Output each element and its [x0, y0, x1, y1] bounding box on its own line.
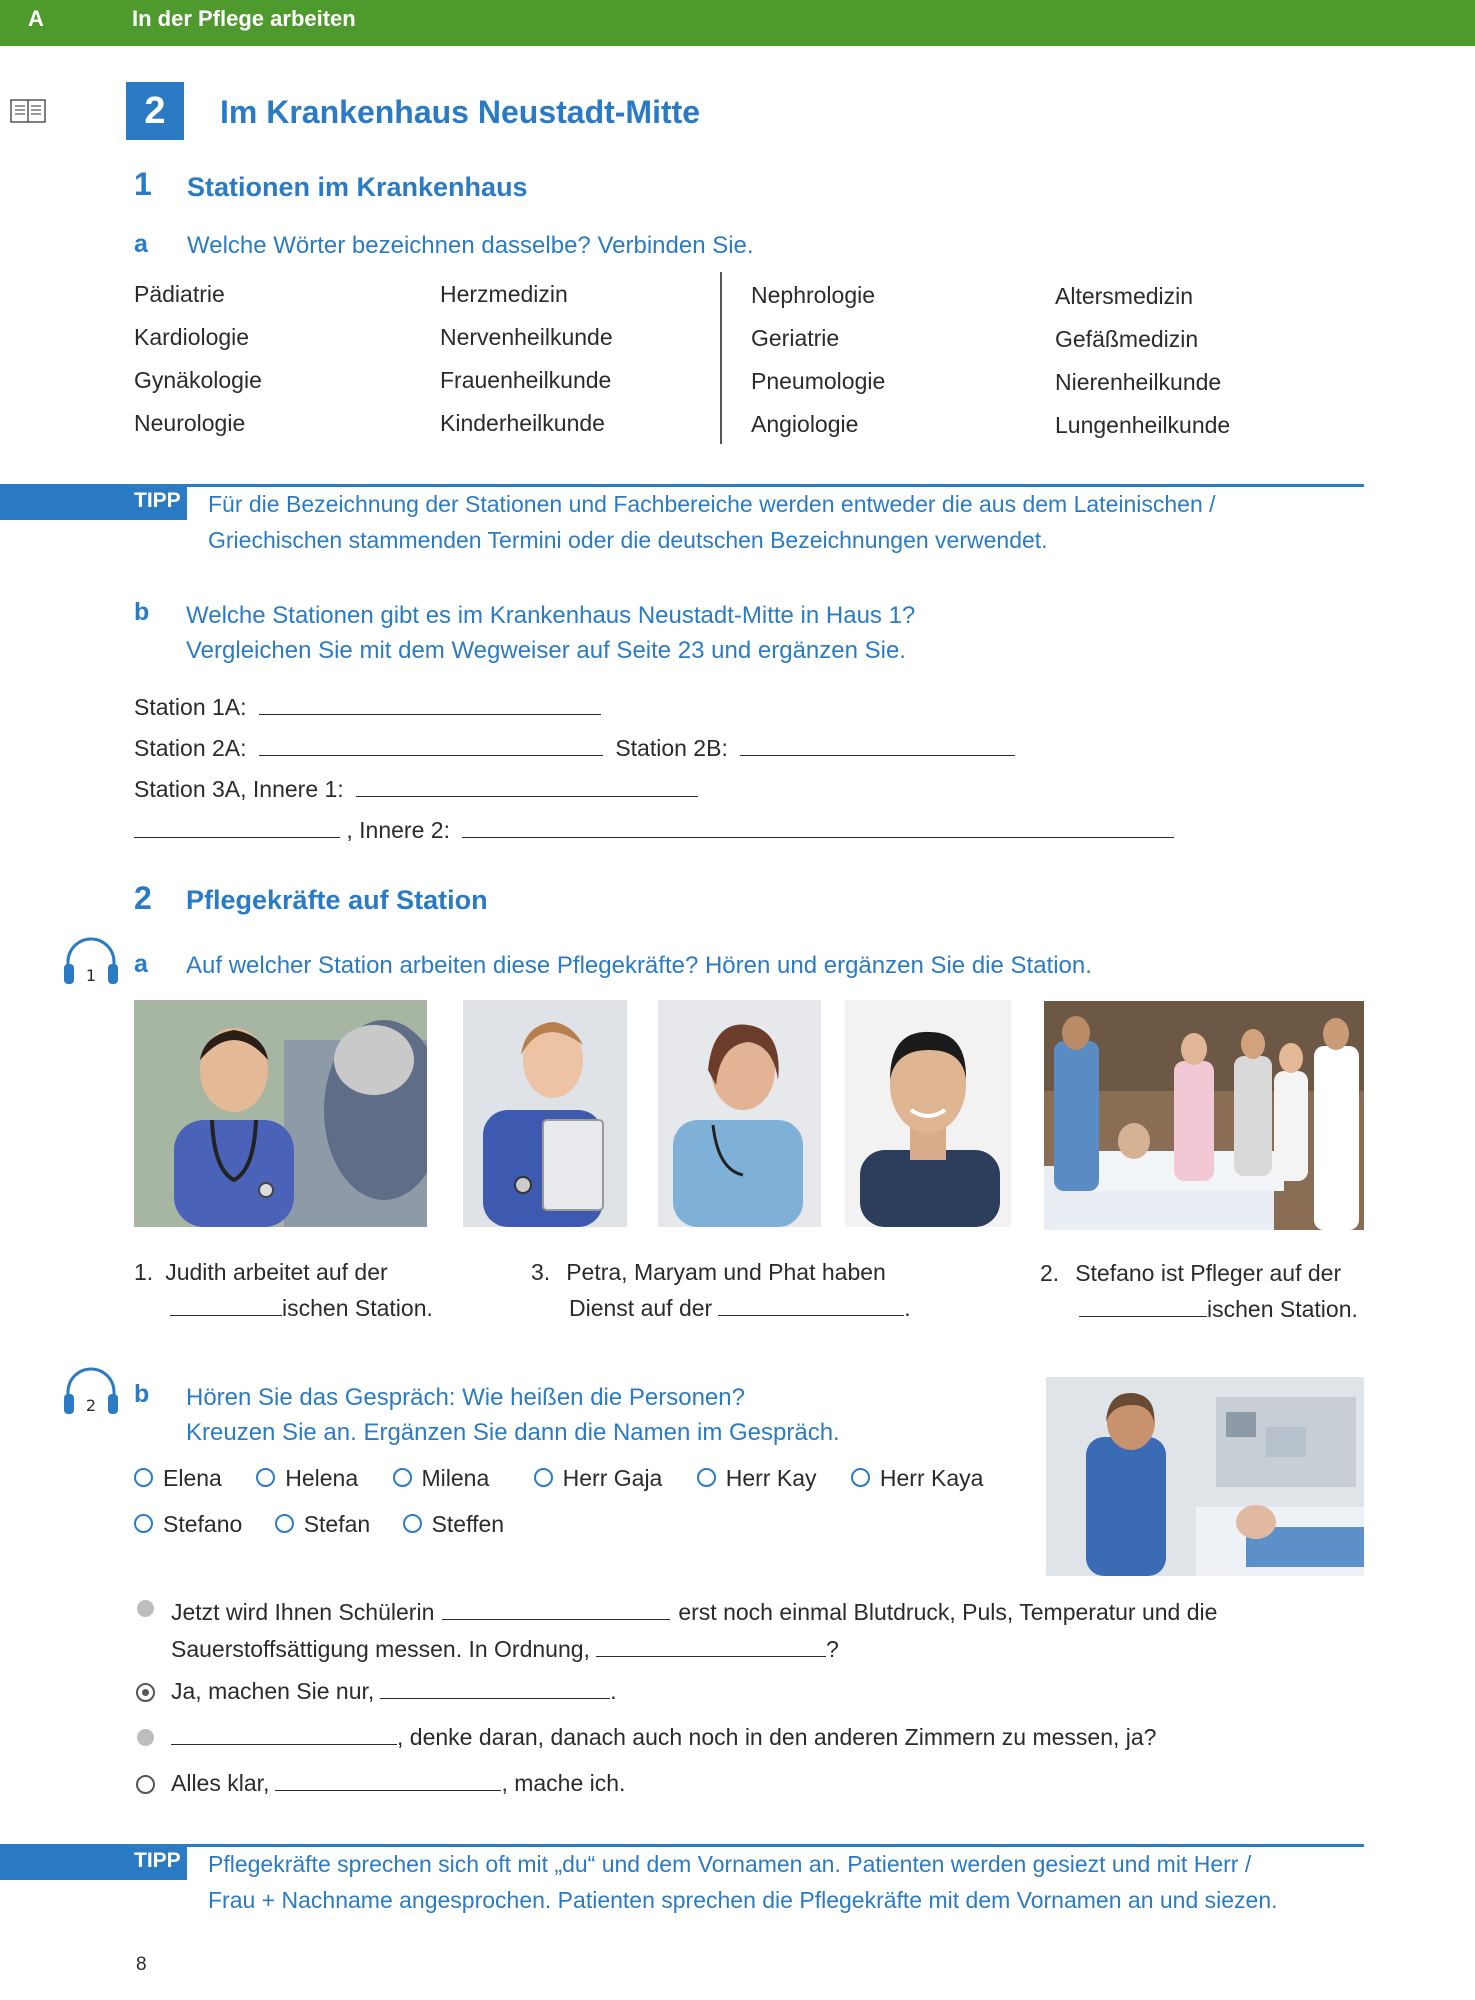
- dialogue-blank[interactable]: [380, 1676, 610, 1699]
- station-3a-label: Station 3A, Innere 1:: [134, 776, 344, 802]
- tipp-banner: [0, 484, 187, 520]
- word-item[interactable]: Altersmedizin: [1055, 283, 1194, 309]
- nurse-judith-photo: [134, 1000, 427, 1227]
- caption-2-line-1: Stefano ist Pfleger auf der: [1075, 1260, 1342, 1286]
- exercise-1-number: 1: [134, 166, 152, 202]
- speaker-dot-icon: [137, 1600, 154, 1617]
- tipp-text: [208, 486, 1216, 558]
- word-item[interactable]: Neurologie: [134, 410, 246, 436]
- word-item[interactable]: Gefäßmedizin: [1055, 326, 1199, 352]
- station-2a-label: Station 2A:: [134, 735, 247, 761]
- nurse-phat-photo: [845, 1000, 1011, 1227]
- option-label: Herr Gaja: [562, 1465, 663, 1491]
- chapter-title: In der Pflege arbeiten: [132, 6, 356, 31]
- word-item[interactable]: Kardiologie: [134, 324, 250, 350]
- dialogue-line-2: [171, 1676, 617, 1705]
- exercise-1b-instruction: [186, 598, 915, 668]
- instruction-line-2: Kreuzen Sie an. Ergänzen Sie dann die Namen im Gespräch.: [186, 1419, 840, 1446]
- headphones-icon: [62, 1364, 120, 1416]
- track-number: 2: [85, 1396, 97, 1415]
- headphones-icon: [62, 934, 120, 986]
- dialogue-text: Jetzt wird Ihnen Schülerin: [171, 1599, 435, 1625]
- caption-1-line-2: ischen Station.: [282, 1295, 433, 1321]
- option-label: Stefano: [163, 1511, 243, 1537]
- dialogue-blank[interactable]: [171, 1722, 397, 1745]
- exercise-1a-instruction: Welche Wörter bezeichnen dasselbe? Verbinden Sie.: [187, 232, 754, 259]
- word-item[interactable]: Nervenheilkunde: [440, 324, 613, 350]
- option-label: Stefan: [303, 1511, 371, 1537]
- dialogue-text: Alles klar,: [171, 1770, 270, 1796]
- dialogue-line-1: [171, 1594, 1217, 1668]
- nurse-clipboard-photo: [463, 1000, 627, 1227]
- exercise-2-number: 2: [134, 880, 152, 916]
- inner-2-label: , Innere 2:: [346, 817, 450, 843]
- dialogue-line-4: [171, 1768, 625, 1797]
- tipp-line-1: Für die Bezeichnung der Stationen und Fachbereiche werden entweder die aus dem Lateinischen /: [208, 491, 1216, 517]
- dialogue-text: ?: [825, 1636, 839, 1662]
- exercise-1-title: Stationen im Krankenhaus: [187, 172, 528, 202]
- ward-team-photo: [1044, 1001, 1364, 1230]
- word-column-1: [134, 281, 262, 453]
- word-item[interactable]: Nierenheilkunde: [1055, 369, 1222, 395]
- option-label: Elena: [163, 1465, 222, 1491]
- option-herr-kaya[interactable]: [851, 1465, 984, 1491]
- option-milena[interactable]: [393, 1465, 490, 1491]
- option-helena[interactable]: [256, 1465, 358, 1491]
- word-item[interactable]: Kinderheilkunde: [440, 410, 605, 436]
- caption-1-blank[interactable]: [170, 1293, 282, 1316]
- radio-circle-icon[interactable]: [256, 1468, 275, 1487]
- radio-circle-icon[interactable]: [134, 1514, 153, 1533]
- option-stefano[interactable]: [134, 1511, 242, 1537]
- nurse-smiling-photo: [658, 1000, 821, 1227]
- caption-1-number: 1.: [134, 1259, 154, 1285]
- radio-circle-icon[interactable]: [697, 1468, 716, 1487]
- book-icon: [10, 98, 46, 124]
- inner-2-blank[interactable]: [462, 815, 1174, 838]
- inner-1-name-blank[interactable]: [134, 815, 340, 838]
- speaker-circle-icon: [136, 1775, 155, 1794]
- caption-2-blank[interactable]: [1079, 1294, 1207, 1317]
- caption-2-line-2: ischen Station.: [1207, 1296, 1358, 1322]
- exercise-2a-instruction: Auf welcher Station arbeiten diese Pflegekräfte? Hören und ergänzen Sie die Station.: [186, 952, 1092, 979]
- name-option-row-1: [134, 1465, 983, 1492]
- exercise-1b-letter: b: [134, 598, 150, 626]
- tipp-label: TIPP: [134, 489, 181, 512]
- word-item[interactable]: Pädiatrie: [134, 281, 225, 307]
- radio-circle-icon[interactable]: [134, 1468, 153, 1487]
- exercise-1a-letter: a: [134, 230, 148, 258]
- station-2a-blank[interactable]: [259, 733, 603, 756]
- word-item[interactable]: Pneumologie: [751, 368, 886, 394]
- dialogue-blank[interactable]: [442, 1597, 670, 1620]
- caption-3-line-2: Dienst auf der: [569, 1295, 713, 1321]
- name-option-row-2: [134, 1511, 504, 1538]
- option-herr-gaja[interactable]: [534, 1465, 663, 1491]
- caption-1-line-1: Judith arbeitet auf der: [165, 1259, 388, 1285]
- option-label: Herr Kaya: [879, 1465, 984, 1491]
- station-1a-label: Station 1A:: [134, 694, 247, 720]
- station-1a-row: [134, 692, 601, 721]
- instruction-line-2: Vergleichen Sie mit dem Wegweiser auf Seite 23 und ergänzen Sie.: [186, 637, 906, 664]
- instruction-line-1: Welche Stationen gibt es im Krankenhaus Neustadt-Mitte in Haus 1?: [186, 602, 916, 629]
- word-item[interactable]: Lungenheilkunde: [1055, 412, 1231, 438]
- exercise-2b-letter: b: [134, 1380, 150, 1408]
- exercise-2b-instruction: [186, 1380, 840, 1450]
- dialogue-blank[interactable]: [275, 1768, 501, 1791]
- word-item[interactable]: Geriatrie: [751, 325, 840, 351]
- station-3a-blank[interactable]: [356, 774, 698, 797]
- tipp-line-1: Pflegekräfte sprechen sich oft mit „du“ und dem Vornamen an. Patienten werden gesiezt und mit Herr /: [208, 1851, 1252, 1877]
- word-column-3: [751, 282, 885, 454]
- option-herr-kay[interactable]: [697, 1465, 817, 1491]
- exercise-2-title: Pflegekräfte auf Station: [186, 885, 488, 915]
- dialogue-text: .: [610, 1678, 617, 1704]
- caption-3-line-1: Petra, Maryam und Phat haben: [566, 1259, 886, 1285]
- word-column-2: [440, 281, 613, 453]
- exercise-2a-letter: a: [134, 950, 148, 978]
- caption-1: [134, 1254, 433, 1326]
- station-1a-blank[interactable]: [259, 692, 601, 715]
- unit-number-box: 2: [126, 82, 184, 140]
- instruction-line-1: Hören Sie das Gespräch: Wie heißen die Personen?: [186, 1384, 745, 1411]
- option-stefan[interactable]: [275, 1511, 371, 1537]
- dialogue-text: , mache ich.: [501, 1770, 626, 1796]
- dialogue-blank[interactable]: [596, 1634, 826, 1657]
- option-steffen[interactable]: [403, 1511, 504, 1537]
- nurse-patient-photo: [1046, 1377, 1364, 1576]
- unit-title: Im Krankenhaus Neustadt-Mitte: [220, 94, 701, 130]
- tipp-banner: [0, 1844, 187, 1880]
- dialogue-text: , denke daran, danach auch noch in den anderen Zimmern zu messen, ja?: [397, 1724, 1157, 1750]
- tipp-text: [208, 1846, 1278, 1918]
- station-2b-blank[interactable]: [740, 733, 1015, 756]
- dialogue-text: Ja, machen Sie nur,: [171, 1678, 375, 1704]
- word-item[interactable]: Gynäkologie: [134, 367, 262, 393]
- station-2a-row: [134, 733, 1015, 762]
- radio-circle-icon[interactable]: [534, 1468, 553, 1487]
- option-label: Steffen: [431, 1511, 505, 1537]
- radio-circle-icon[interactable]: [851, 1468, 870, 1487]
- column-divider: [720, 272, 722, 444]
- chapter-letter: A: [28, 6, 44, 31]
- word-item[interactable]: Herzmedizin: [440, 281, 568, 307]
- dialogue-line-3: [171, 1722, 1156, 1751]
- dialogue-text: Sauerstoffsättigung messen. In Ordnung,: [171, 1636, 590, 1662]
- track-number: 1: [85, 966, 97, 985]
- option-label: Herr Kay: [725, 1465, 817, 1491]
- tipp-line-2: Griechischen stammenden Termini oder die deutschen Bezeichnungen verwendet.: [208, 527, 1048, 553]
- caption-2-number: 2.: [1040, 1260, 1060, 1286]
- option-elena[interactable]: [134, 1465, 222, 1491]
- page-number: 8: [136, 1954, 147, 1975]
- station-2b-label: Station 2B:: [615, 735, 728, 761]
- caption-3-end: .: [904, 1295, 911, 1321]
- inner-2-row: [134, 815, 1174, 844]
- station-3a-row: [134, 774, 698, 803]
- word-column-4: [1055, 283, 1230, 455]
- option-label: Helena: [285, 1465, 359, 1491]
- caption-2: [1040, 1255, 1358, 1327]
- chapter-header-bar: [0, 0, 1475, 46]
- radio-circle-icon[interactable]: [393, 1468, 412, 1487]
- radio-circle-icon[interactable]: [275, 1514, 294, 1533]
- speaker-dot-icon: [137, 1729, 154, 1746]
- caption-3-blank[interactable]: [718, 1293, 904, 1316]
- word-item[interactable]: Angiologie: [751, 411, 859, 437]
- word-item[interactable]: Frauenheilkunde: [440, 367, 612, 393]
- dialogue-text: erst noch einmal Blutdruck, Puls, Temperatur und die: [678, 1599, 1218, 1625]
- caption-3: [531, 1254, 911, 1326]
- tipp-line-2: Frau + Nachname angesprochen. Patienten sprechen die Pflegekräfte mit dem Vornamen an und siezen.: [208, 1887, 1278, 1913]
- word-item[interactable]: Nephrologie: [751, 282, 876, 308]
- tipp-label: TIPP: [134, 1849, 181, 1872]
- radio-circle-icon[interactable]: [403, 1514, 422, 1533]
- speaker-target-icon: [136, 1683, 155, 1702]
- option-label: Milena: [421, 1465, 490, 1491]
- caption-3-number: 3.: [531, 1259, 551, 1285]
